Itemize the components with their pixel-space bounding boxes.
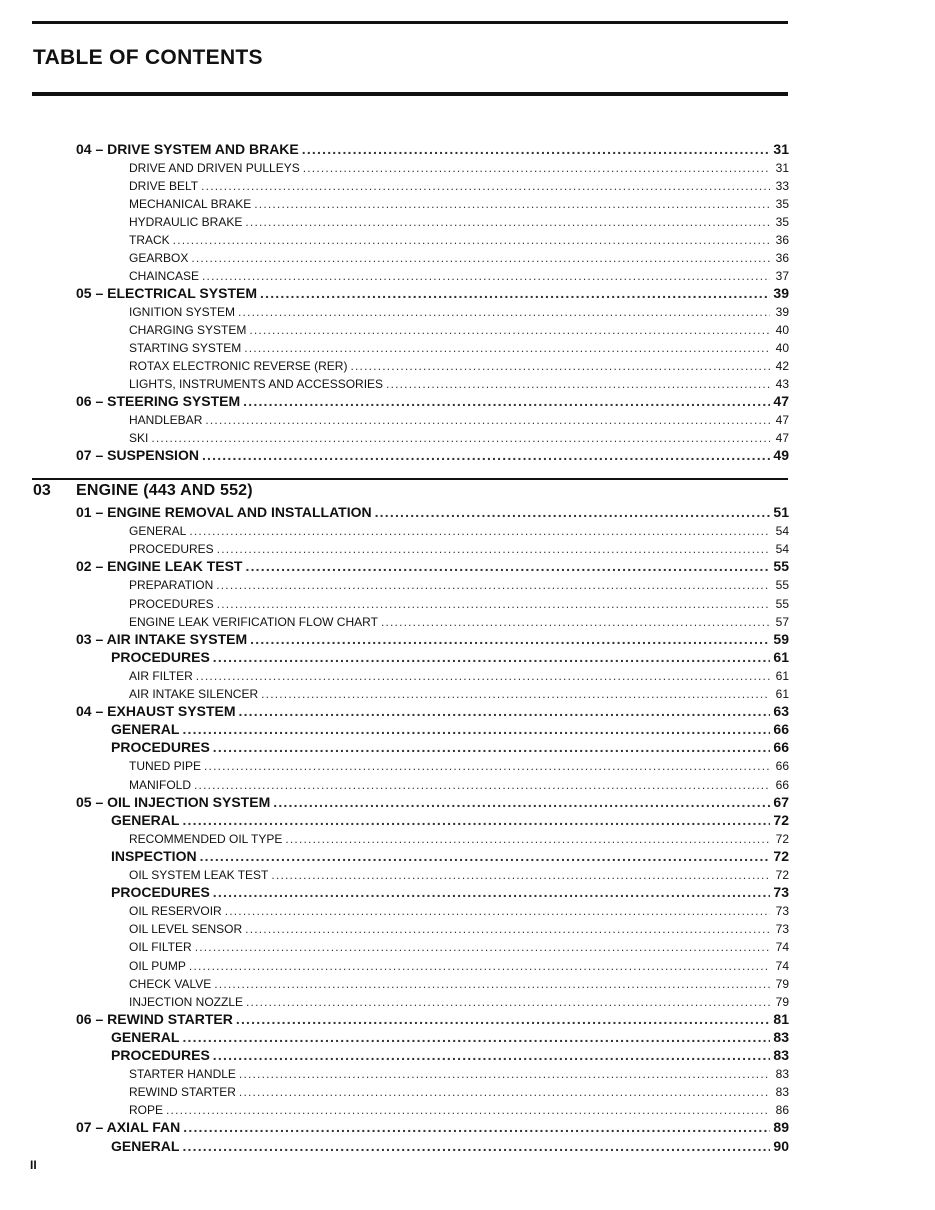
toc-entry-page: 47 (775, 431, 789, 445)
toc-entry-label: 07 – AXIAL FAN (76, 1119, 181, 1136)
top-rule (32, 21, 788, 24)
toc-entry[interactable] (129, 593, 789, 611)
toc-entry[interactable] (129, 319, 789, 337)
toc-entry-page: 73 (773, 884, 789, 901)
toc-entry-label: CHECK VALVE (129, 976, 212, 991)
toc-entry-page: 74 (775, 940, 789, 955)
dot-leader (217, 597, 770, 611)
toc-entry-page: 83 (773, 1028, 789, 1045)
toc-entry-label: DRIVE AND DRIVEN PULLEYS (129, 161, 300, 175)
toc-entry-label: TUNED PIPE (129, 759, 202, 774)
toc-entry-label: 05 – OIL INJECTION SYSTEM (76, 793, 271, 810)
dot-leader (375, 504, 770, 520)
dot-leader (194, 778, 770, 792)
toc-entry-page: 61 (775, 687, 789, 701)
dot-leader (245, 215, 770, 229)
dot-leader (182, 1138, 770, 1154)
toc-entry-label: OIL RESERVOIR (129, 904, 222, 919)
toc-entry-page: 67 (773, 793, 789, 810)
dot-leader (239, 1085, 770, 1099)
toc-entry[interactable] (129, 755, 789, 773)
toc-entry[interactable] (76, 391, 789, 409)
toc-entry-label: 07 – SUSPENSION (76, 447, 199, 463)
toc-entry-page: 31 (775, 161, 789, 175)
toc-entry-page: 35 (775, 215, 789, 229)
dot-leader (214, 977, 770, 991)
toc-entry-page: 66 (773, 721, 789, 738)
toc-entry-page: 73 (775, 922, 789, 937)
toc-entry-page: 61 (775, 668, 789, 683)
toc-entry-label: STARTING SYSTEM (129, 341, 242, 355)
toc-entry-page: 72 (775, 831, 789, 846)
toc-entry[interactable] (111, 882, 789, 900)
toc-entry-label: HANDLEBAR (129, 413, 203, 427)
toc-entry-page: 74 (775, 958, 789, 973)
dot-leader (302, 141, 770, 157)
dot-leader (239, 703, 771, 719)
toc-entry-page: 57 (775, 614, 789, 629)
toc-entry-page: 47 (773, 393, 789, 409)
toc-entry-label: 05 – ELECTRICAL SYSTEM (76, 285, 258, 301)
toc-entry[interactable] (129, 611, 789, 629)
toc-entry-label: PROCEDURES (111, 648, 210, 665)
toc-entry-page: 83 (775, 1085, 789, 1100)
section-rule (32, 478, 788, 480)
toc-entry-page: 66 (773, 739, 789, 756)
toc-entry[interactable] (129, 409, 789, 427)
toc-entry[interactable] (129, 337, 789, 355)
toc-entry-page: 79 (775, 976, 789, 991)
toc-entry[interactable] (76, 556, 789, 574)
toc-entry-label: 02 – ENGINE LEAK TEST (76, 558, 243, 575)
toc-entry[interactable] (111, 737, 789, 755)
dot-leader (260, 285, 770, 301)
toc-entry-page: 63 (773, 703, 789, 720)
toc-entry-label: IGNITION SYSTEM (129, 305, 236, 319)
toc-entry-label: GENERAL (111, 1028, 180, 1045)
dot-leader (245, 922, 770, 936)
toc-entry-label: CHARGING SYSTEM (129, 323, 247, 337)
toc-entry-page: 36 (775, 233, 789, 247)
toc-entry-label: OIL LEVEL SENSOR (129, 922, 243, 937)
toc-entry[interactable] (111, 719, 789, 737)
dot-leader (244, 341, 770, 355)
toc-entry-page: 79 (775, 994, 789, 1009)
toc-entry-page: 72 (773, 811, 789, 828)
toc-entry[interactable] (111, 1045, 789, 1063)
toc-entry-page: 40 (775, 323, 789, 337)
toc-entry-page: 83 (775, 1067, 789, 1082)
toc-entry[interactable] (129, 991, 789, 1009)
dot-leader (245, 558, 770, 574)
toc-entry-label: LIGHTS, INSTRUMENTS AND ACCESSORIES (129, 377, 384, 391)
dot-leader (204, 759, 770, 773)
toc-entry[interactable] (76, 445, 789, 463)
toc-entry-page: 81 (773, 1010, 789, 1027)
dot-leader (182, 1029, 770, 1045)
dot-leader (225, 904, 770, 918)
toc-entry-label: PROCEDURES (111, 884, 210, 901)
toc-entry[interactable] (129, 1099, 789, 1117)
toc-entry[interactable] (76, 502, 789, 520)
toc-entry[interactable] (129, 355, 789, 373)
toc-entry-page: 42 (775, 359, 789, 373)
toc-entry[interactable] (129, 373, 789, 391)
section-number: 03 (33, 482, 51, 499)
toc-entry[interactable] (129, 193, 789, 211)
toc-entry[interactable] (129, 574, 789, 592)
dot-leader (250, 631, 770, 647)
toc-entry[interactable] (129, 774, 789, 792)
toc-entry-page: 90 (773, 1137, 789, 1154)
toc-entry-page: 39 (773, 285, 789, 301)
dot-leader (189, 524, 770, 538)
toc-entry-page: 47 (775, 413, 789, 427)
toc-entry-label: PROCEDURES (111, 739, 210, 756)
toc-entry[interactable] (129, 427, 789, 445)
toc-entry-label: AIR FILTER (129, 668, 193, 683)
toc-entry-page: 72 (775, 868, 789, 882)
dot-leader (303, 161, 770, 175)
dot-leader (213, 884, 770, 900)
toc-entry-label: 03 – AIR INTAKE SYSTEM (76, 630, 248, 647)
toc-entry[interactable] (129, 955, 789, 973)
dot-leader (261, 687, 770, 701)
toc-entry[interactable] (129, 864, 789, 882)
toc-entry-label: OIL PUMP (129, 958, 186, 973)
toc-entry-page: 89 (773, 1119, 789, 1136)
toc-entry-page: 61 (773, 648, 789, 665)
toc-entry[interactable] (129, 683, 789, 701)
dot-leader (202, 269, 770, 283)
toc-entry-page: 86 (775, 1103, 789, 1118)
toc-entry-label: PREPARATION (129, 578, 214, 593)
toc-entry-page: 51 (773, 504, 789, 520)
toc-entry-label: 06 – REWIND STARTER (76, 1010, 233, 1027)
toc-entry-label: DRIVE BELT (129, 179, 199, 193)
toc-entry[interactable] (76, 1117, 789, 1135)
toc-entry-label: ENGINE LEAK VERIFICATION FLOW CHART (129, 614, 378, 629)
dot-leader (182, 812, 770, 828)
toc-entry-page: 39 (775, 305, 789, 319)
dot-leader (213, 649, 770, 665)
toc-entry-page: 55 (775, 578, 789, 593)
toc-entry-page: 73 (775, 904, 789, 919)
dot-leader (166, 1103, 770, 1117)
dot-leader (196, 669, 770, 683)
toc-entry[interactable] (129, 936, 789, 954)
toc-entry[interactable] (129, 265, 789, 283)
dot-leader (243, 393, 770, 409)
dot-leader (285, 832, 770, 846)
toc-entry-label: GENERAL (111, 1137, 180, 1154)
toc-entry-label: HYDRAULIC BRAKE (129, 215, 243, 229)
toc-entry[interactable] (129, 538, 789, 556)
dot-leader (189, 959, 770, 973)
dot-leader (200, 848, 770, 864)
dot-leader (249, 323, 770, 337)
toc-entry-page: 36 (775, 251, 789, 265)
toc-entry[interactable] (76, 629, 789, 647)
toc-entry[interactable] (76, 1009, 789, 1027)
toc-entry-label: PROCEDURES (111, 1047, 210, 1063)
toc-entry-label: GEARBOX (129, 251, 189, 265)
toc-entry-label: 06 – STEERING SYSTEM (76, 393, 241, 409)
dot-leader (246, 995, 770, 1009)
toc-entry[interactable] (129, 973, 789, 991)
toc-entry-page: 40 (775, 341, 789, 355)
toc-entry-label: GENERAL (111, 721, 180, 738)
toc-entry[interactable] (129, 900, 789, 918)
dot-leader (238, 305, 770, 319)
toc-entry-page: 49 (773, 447, 789, 463)
dot-leader (183, 1119, 770, 1135)
dot-leader (273, 794, 770, 810)
toc-entry[interactable] (129, 1063, 789, 1081)
dot-leader (239, 1067, 770, 1081)
dot-leader (205, 413, 770, 427)
toc-entry-page: 54 (775, 542, 789, 557)
toc-entry[interactable] (129, 1081, 789, 1099)
title-rule (32, 92, 788, 96)
dot-leader (151, 431, 770, 445)
toc-entry-page: 54 (775, 524, 789, 539)
toc-entry-page: 43 (775, 377, 789, 391)
dot-leader (216, 578, 770, 592)
toc-entry[interactable] (111, 647, 789, 665)
toc-entry-label: ROPE (129, 1103, 164, 1118)
toc-entry-page: 37 (775, 269, 789, 283)
toc-entry[interactable] (76, 283, 789, 301)
toc-entry-label: 04 – EXHAUST SYSTEM (76, 703, 236, 720)
toc-entry-label: ROTAX ELECTRONIC REVERSE (RER) (129, 359, 348, 373)
toc-entry-label: OIL SYSTEM LEAK TEST (129, 868, 269, 882)
toc-entry[interactable] (76, 701, 789, 719)
toc-entry[interactable] (129, 157, 789, 175)
toc-entry[interactable] (129, 175, 789, 193)
toc-entry-page: 66 (775, 777, 789, 792)
toc-entry-page: 66 (775, 759, 789, 774)
toc-entry[interactable] (76, 792, 789, 810)
toc-entry[interactable] (111, 846, 789, 864)
toc-entry-label: INSPECTION (111, 847, 197, 864)
dot-leader (213, 1047, 770, 1063)
toc-entry-page: 83 (773, 1047, 789, 1063)
toc-entry-label: 01 – ENGINE REMOVAL AND INSTALLATION (76, 504, 372, 520)
dot-leader (381, 615, 770, 629)
toc-entry-label: 04 – DRIVE SYSTEM AND BRAKE (76, 141, 299, 157)
toc-entry-page: 35 (775, 197, 789, 211)
toc-entry-page: 59 (773, 630, 789, 647)
toc-entry-page: 72 (773, 847, 789, 864)
toc-entry-label: PROCEDURES (129, 542, 214, 557)
toc-entry[interactable] (129, 520, 789, 538)
toc-entry[interactable] (76, 139, 789, 157)
toc-entry[interactable] (129, 211, 789, 229)
page-number: II (30, 1158, 37, 1172)
dot-leader (202, 447, 770, 463)
dot-leader (217, 542, 770, 556)
toc-entry-label: CHAINCASE (129, 269, 200, 283)
dot-leader (191, 251, 770, 265)
dot-leader (254, 197, 770, 211)
dot-leader (201, 179, 770, 193)
toc-entry-label: SKI (129, 431, 149, 445)
dot-leader (350, 359, 770, 373)
toc-entry-label: REWIND STARTER (129, 1085, 236, 1100)
dot-leader (236, 1011, 770, 1027)
toc-entry[interactable] (129, 229, 789, 247)
toc-entry-label: INJECTION NOZZLE (129, 994, 244, 1009)
toc-entry-label: TRACK (129, 233, 170, 247)
dot-leader (182, 721, 770, 737)
toc-entry-label: MECHANICAL BRAKE (129, 197, 252, 211)
toc-entry[interactable] (111, 1136, 789, 1154)
toc-entry[interactable] (129, 665, 789, 683)
toc-entry-label: GENERAL (111, 811, 180, 828)
toc-entry[interactable] (111, 1027, 789, 1045)
dot-leader (213, 739, 770, 755)
dot-leader (173, 233, 770, 247)
toc-entry[interactable] (129, 301, 789, 319)
page-title: TABLE OF CONTENTS (33, 46, 263, 69)
dot-leader (195, 940, 770, 954)
toc-entry-label: PROCEDURES (129, 596, 214, 611)
toc-entry-page: 55 (775, 596, 789, 611)
dot-leader (386, 377, 770, 391)
toc-entry-label: GENERAL (129, 524, 187, 539)
toc-entry-label: AIR INTAKE SILENCER (129, 687, 259, 701)
toc-entry-label: OIL FILTER (129, 940, 192, 955)
toc-entry[interactable] (129, 918, 789, 936)
toc-entry-page: 33 (775, 179, 789, 193)
dot-leader (271, 868, 770, 882)
toc-entry-label: RECOMMENDED OIL TYPE (129, 831, 283, 846)
toc-entry-page: 31 (773, 141, 789, 157)
toc-entry-label: STARTER HANDLE (129, 1067, 236, 1082)
section-title: ENGINE (443 AND 552) (76, 482, 253, 499)
toc-entry-label: MANIFOLD (129, 777, 192, 792)
toc-entry-page: 55 (773, 558, 789, 575)
toc-entry[interactable] (129, 247, 789, 265)
toc-entry[interactable] (111, 810, 789, 828)
toc-entry[interactable] (129, 828, 789, 846)
